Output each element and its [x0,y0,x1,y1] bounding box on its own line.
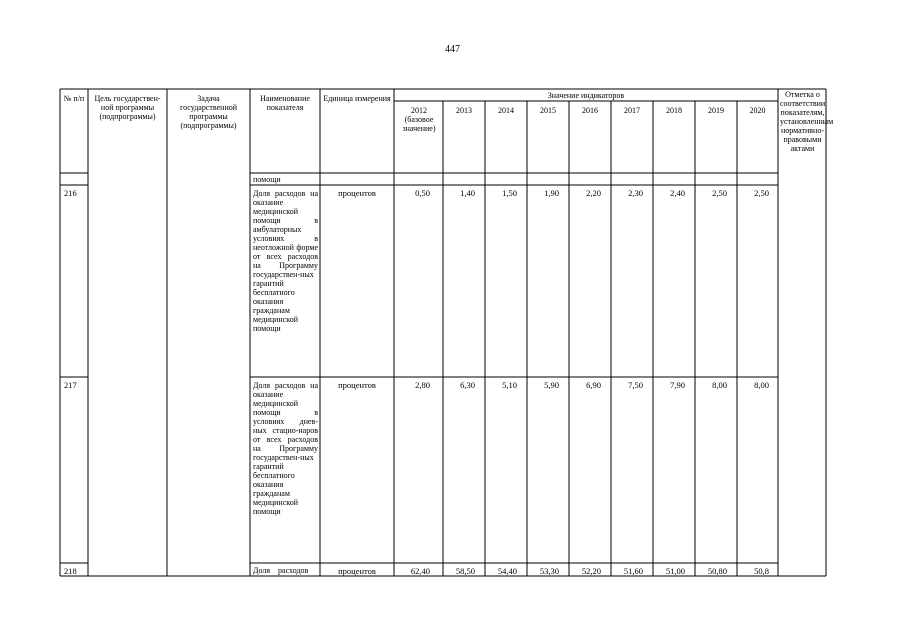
row-216-num: 216 [64,188,77,198]
header-year-2020: 2020 [749,106,766,115]
row-217-value-2014: 5,10 [502,380,517,390]
row-216-value-2015: 1,90 [544,188,559,198]
row-218-value-2013: 58,50 [455,566,475,576]
row-217-value-2012: 2,80 [415,380,430,390]
row-216-value-2012: 0,50 [415,188,430,198]
header-values-group: Значение индикаторов [547,91,625,100]
row-218-value-2017: 51,60 [623,566,643,576]
row-218-num: 218 [64,566,77,576]
header-year-2016: 2016 [582,106,598,115]
row-218-value-2016: 52,20 [581,566,601,576]
header-year-2014: 2014 [498,106,514,115]
row-218-unit: процентов [338,566,376,576]
row-216-value-2016: 2,20 [586,188,601,198]
row-216-unit: процентов [338,188,376,198]
row-217-value-2020: 8,00 [754,380,769,390]
row-217-value-2017: 7,50 [628,380,643,390]
header-year-2012: 2012 (базовое значение) [402,106,436,133]
row-217-unit: процентов [338,380,376,390]
header-task: Задача государственной программы (подпрограммы) [179,94,237,130]
row-217-value-2016: 6,90 [586,380,601,390]
row-218-value-2012: 62,40 [410,566,430,576]
row-216-value-2017: 2,30 [628,188,643,198]
row-218-value-2018: 51,00 [665,566,685,576]
header-indicator: Наименование показателя [260,94,310,112]
header-year-2019: 2019 [708,106,724,115]
row-217-num: 217 [64,380,77,390]
row-218-value-2019: 50,80 [707,566,727,576]
row-217-value-2019: 8,00 [712,380,727,390]
header-year-2013: 2013 [456,106,472,115]
row-218-value-2015: 53,30 [539,566,559,576]
header-year-2018: 2018 [666,106,682,115]
row-218-value-2020: 50,8 [754,566,769,576]
row-216-value-2020: 2,50 [754,188,769,198]
row-216-value-2013: 1,40 [460,188,475,198]
row-216-name: Доля расходов на оказание медицинской помощи в амбулаторных условиях в неотложной форме от всех расходов на Программу государствен-ных гарантий бесплатного оказания гражданам медицинской помощи [253,189,318,333]
row-216-value-2019: 2,50 [712,188,727,198]
row-216-value-2018: 2,40 [670,188,685,198]
row-217-name: Доля расходов на оказание медицинской помощи в условиях днев-ных стацио-наров от всех расходов на Программу государствен-ных гарантий бесплатного оказания гражданам медицинской помощи [253,381,318,516]
header-note: Отметка о соответствии показателям, установленным нормативно-правовыми актами [780,90,834,153]
header-unit: Единица измерения [323,94,391,103]
carryover-text: помощи [253,175,281,184]
row-217-value-2018: 7,90 [670,380,685,390]
page-number: 447 [445,44,460,55]
row-217-value-2013: 6,30 [460,380,475,390]
header-goal: Цель государствен-ной программы (подпрограммы) [94,94,161,121]
row-218-value-2014: 54,40 [497,566,517,576]
row-216-value-2014: 1,50 [502,188,517,198]
header-num: № п/п [63,94,85,103]
row-217-value-2015: 5,90 [544,380,559,390]
header-year-2015: 2015 [540,106,556,115]
row-218-name: Доля расходов [253,566,309,575]
header-year-2017: 2017 [624,106,640,115]
